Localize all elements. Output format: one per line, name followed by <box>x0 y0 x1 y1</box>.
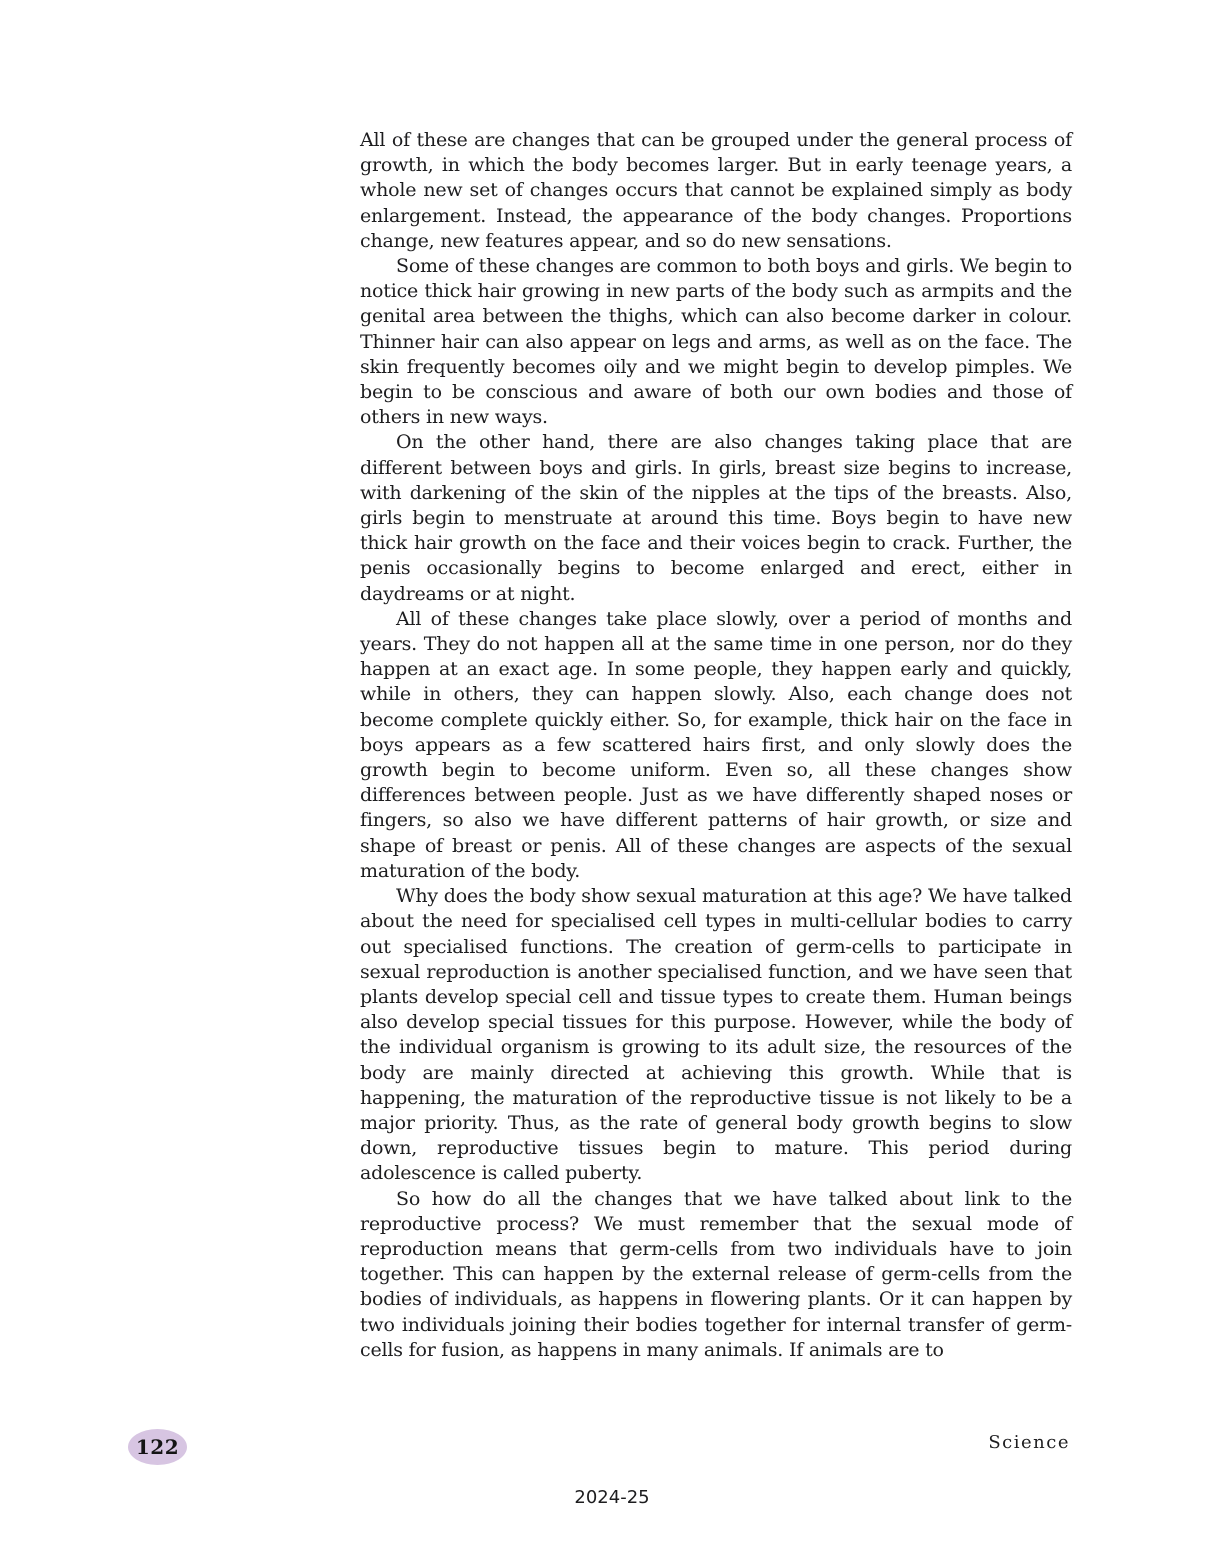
paragraph: Some of these changes are common to both boys and girls. We begin to notice thick hair growing in new parts of the body such as armpits and the genital area between the thighs, which can also become darker in colour. Thinner hair can also appear on legs and arms, as well as on the face. The skin frequently becomes oily and we might begin to develop pimples. We begin to be conscious and aware of both our own bodies and those of others in new ways. <box>360 255 1072 429</box>
book-title-footer: Science <box>988 1432 1070 1453</box>
paragraph: So how do all the changes that we have talked about link to the reproductive process? We must remember that the sexual mode of reproduction means that germ-cells from two individuals have to join together. This can happen by the external release of germ-cells from the bodies of individuals, as happens in flowering plants. Or it can happen by two individuals joining their bodies together for internal transfer of germ-cells for fusion, as happens in many animals. If animals are to <box>360 1187 1072 1361</box>
paragraph: All of these are changes that can be grouped under the general process of growth, in which the body becomes larger. But in early teenage years, a whole new set of changes occurs that cannot be explained simply as body enlargement. Instead, the appearance of the body changes. Proportions change, new features appear, and so do new sensations. <box>360 129 1072 252</box>
paragraph: All of these changes take place slowly, over a period of months and years. They do not happen all at the same time in one person, nor do they happen at an exact age. In some people, they happen early and quickly, while in others, they can happen slowly. Also, each change does not become complete quickly either. So, for example, thick hair on the face in boys appears as a few scattered hairs first, and only slowly does the growth begin to become uniform. Even so, all these changes show differences between people. Just as we have differently shaped noses or fingers, so also we have different patterns of hair growth, or size and shape of breast or penis. All of these changes are aspects of the sexual maturation of the body. <box>360 607 1072 882</box>
paragraph: On the other hand, there are also changes taking place that are different between boys and girls. In girls, breast size begins to increase, with darkening of the skin of the nipples at the tips of the breasts. Also, girls begin to menstruate at around this time. Boys begin to have new thick hair growth on the face and their voices begin to crack. Further, the penis occasionally begins to become enlarged and erect, either in daydreams or at night. <box>360 431 1072 605</box>
body-text <box>360 128 1072 1363</box>
edition-year: 2024-25 <box>574 1487 650 1508</box>
paragraph: Why does the body show sexual maturation at this age? We have talked about the need for specialised cell types in multi-cellular bodies to carry out specialised functions. The creation of germ-cells to participate in sexual reproduction is another specialised function, and we have seen that plants develop special cell and tissue types to create them. Human beings also develop special tissues for this purpose. However, while the body of the individual organism is growing to its adult size, the resources of the body are mainly directed at achieving this growth. While that is happening, the maturation of the reproductive tissue is not likely to be a major priority. Thus, as the rate of general body growth begins to slow down, reproductive tissues begin to mature. This period during adolescence is called puberty. <box>360 885 1072 1185</box>
page-number-badge: 122 <box>128 1429 187 1465</box>
